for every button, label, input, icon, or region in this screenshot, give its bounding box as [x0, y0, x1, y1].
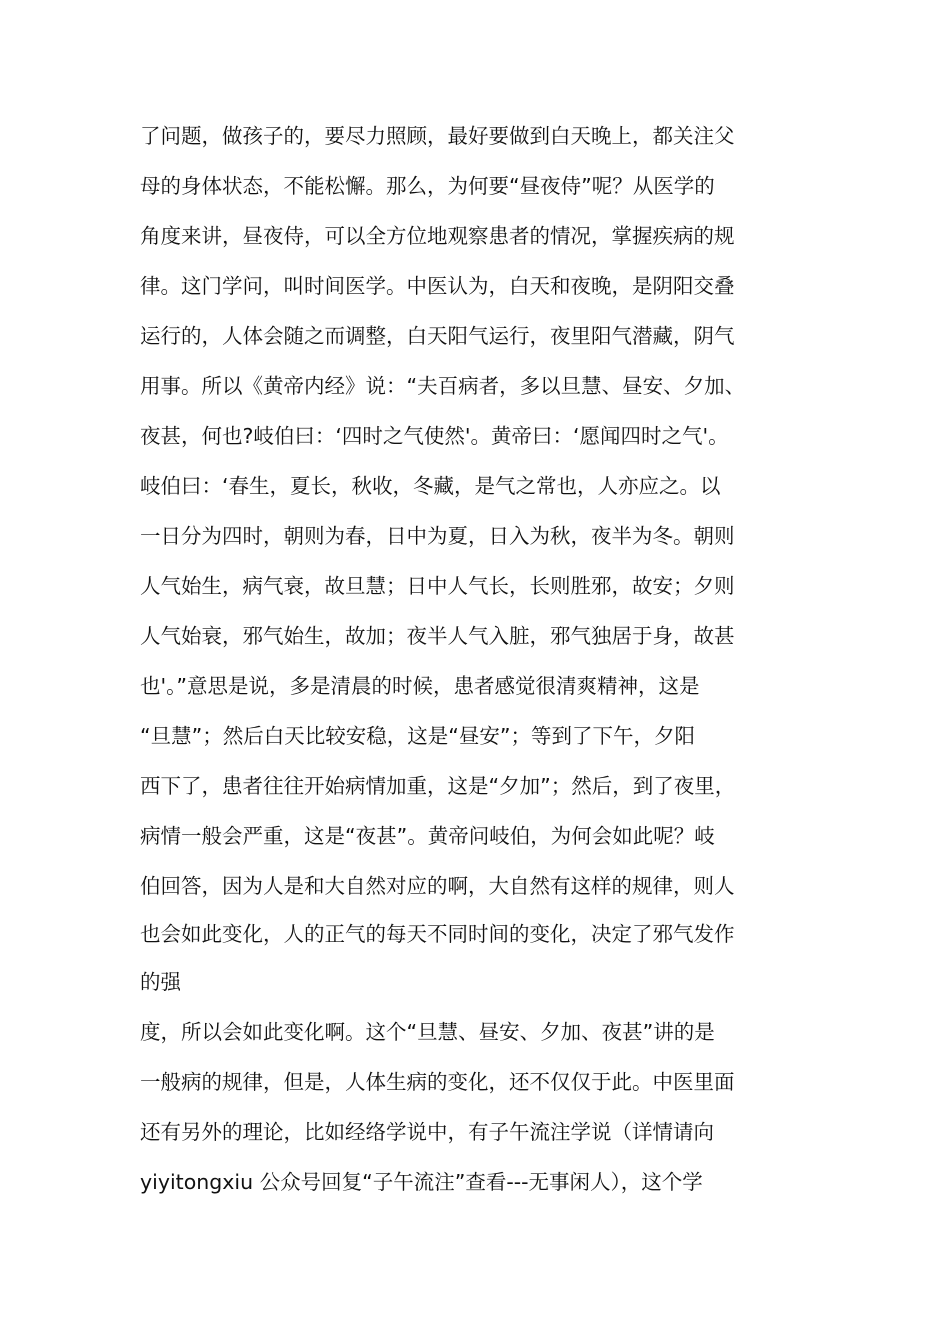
text-line: 运行的，人体会随之而调整，白天阳气运行，夜里阳气潜藏，阴气	[140, 324, 735, 348]
text-line: 西下了，患者往往开始病情加重，这是“夕加”；然后，到了夜里，	[140, 774, 736, 798]
text-line: 病情一般会严重，这是“夜甚”。黄帝问岐伯，为何会如此呢？岐	[140, 824, 715, 848]
text-line: 了问题，做孩子的，要尽力照顾，最好要做到白天晚上，都关注父	[140, 124, 735, 148]
text-line: 度，所以会如此变化啊。这个“旦慧、昼安、夕加、夜甚”讲的是	[140, 1020, 715, 1044]
text-line: 岐伯曰：‘春生，夏长，秋收，冬藏，是气之常也，人亦应之。以	[140, 474, 721, 498]
text-line: 律。这门学问，叫时间医学。中医认为，白天和夜晚，是阴阳交叠	[140, 274, 735, 298]
text-line: 一日分为四时，朝则为春，日中为夏，日入为秋，夜半为冬。朝则	[140, 524, 735, 548]
text-line: 还有另外的理论，比如经络学说中，有子午流注学说（详情请向	[140, 1120, 714, 1144]
text-line: 伯回答，因为人是和大自然对应的啊，大自然有这样的规律，则人	[140, 874, 735, 898]
text-line: 人气始生，病气衰，故旦慧；日中人气长，长则胜邪，故安；夕则	[140, 574, 735, 598]
text-line: yiyitongxiu 公众号回复“子午流注”查看---无事闲人），这个学	[140, 1170, 703, 1194]
text-line: 一般病的规律，但是，人体生病的变化，还不仅仅于此。中医里面	[140, 1070, 735, 1094]
text-line: 的强	[140, 970, 181, 994]
text-line: 用事。所以《黄帝内经》说：“夫百病者，多以旦慧、昼安、夕加、	[140, 374, 746, 398]
text-line: 也'。”意思是说，多是清晨的时候，患者感觉很清爽精神，这是	[140, 674, 700, 698]
text-line: 角度来讲，昼夜侍，可以全方位地观察患者的情况，掌握疾病的规	[140, 224, 735, 248]
text-line: “旦慧”；然后白天比较安稳，这是“昼安”；等到了下午，夕阳	[140, 724, 695, 748]
text-line: 也会如此变化，人的正气的每天不同时间的变化，决定了邪气发作	[140, 922, 735, 946]
text-line: 夜甚，何也?岐伯曰：‘四时之气使然'。黄帝曰：‘愿闻四时之气'。	[140, 424, 729, 448]
text-line: 人气始衰，邪气始生，故加；夜半人气入脏，邪气独居于身，故甚	[140, 624, 735, 648]
text-line: 母的身体状态，不能松懈。那么，为何要“昼夜侍”呢？从医学的	[140, 174, 715, 198]
